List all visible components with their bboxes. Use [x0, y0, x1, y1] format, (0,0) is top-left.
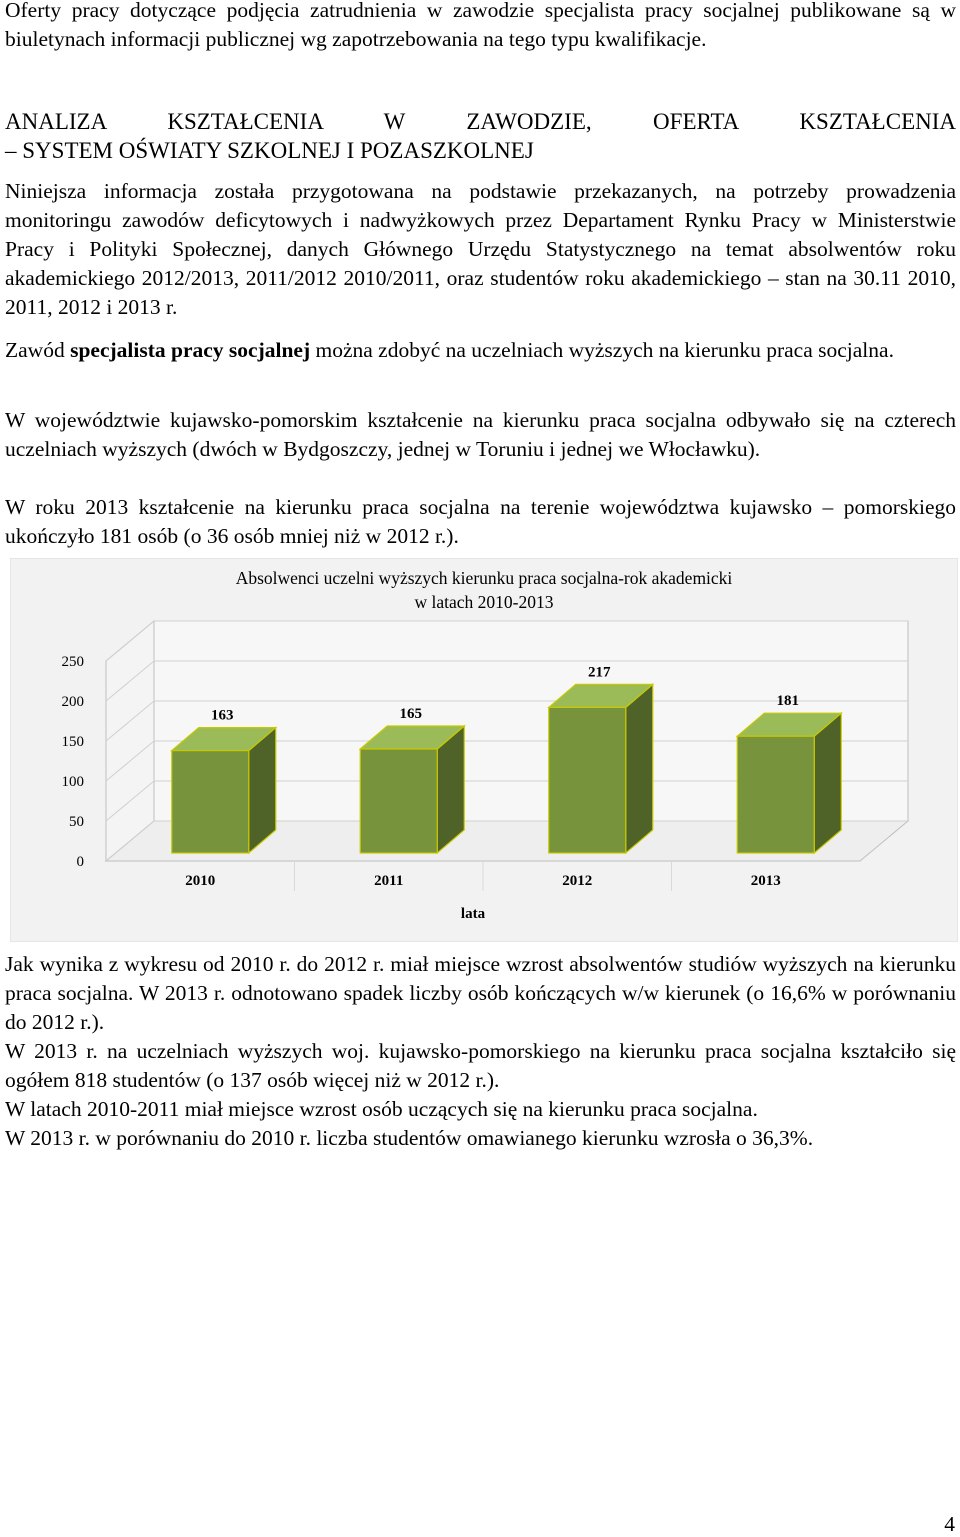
section-heading-line2: – SYSTEM OŚWIATY SZKOLNEJ I POZASZKOLNEJ — [5, 138, 534, 163]
profession-text-before: Zawód — [5, 338, 71, 362]
section-heading-line1: ANALIZA KSZTAŁCENIA W ZAWODZIE, OFERTA KSZTAŁCENIA — [5, 109, 956, 134]
graduates-chart — [10, 558, 958, 942]
x-tick-label: 2013 — [750, 873, 781, 889]
chart-plot-area — [62, 621, 909, 891]
x-tick-label: 2010 — [185, 873, 216, 889]
y-tick-label: 50 — [69, 814, 84, 830]
bar-value-label: 217 — [588, 664, 611, 681]
x-tick-label: 2011 — [374, 873, 404, 889]
profession-text-after: można zdobyć na uczelniach wyższych na kierunku praca socjalna. — [310, 338, 894, 362]
y-tick-label: 250 — [61, 654, 84, 670]
bar-side — [626, 684, 653, 853]
bar — [549, 707, 626, 853]
bar — [360, 749, 437, 853]
students-2013-paragraph: W 2013 r. na uczelniach wyższych woj. kujawsko-pomorskiego na kierunku praca socjalna kształciło się ogółem 818 studentów (o 137 osób więcej niż w 2012 r.). — [5, 1039, 956, 1092]
bar-value-label: 163 — [211, 707, 234, 724]
y-tick-label: 200 — [61, 694, 84, 710]
section-heading — [5, 107, 956, 165]
profession-name: specjalista pracy socjalnej — [70, 338, 311, 362]
chart-title-line1: Absolwenci uczelni wyższych kierunku praca socjalna-rok akademicki — [235, 568, 733, 588]
graduates-paragraph: W roku 2013 kształcenie na kierunku praca socjalna na terenie województwa kujawsko – pomorskiego ukończyło 181 osób (o 36 osób mniej niż w 2012 r.). — [5, 495, 956, 548]
chart-side-wall — [106, 621, 154, 861]
bar-side — [814, 713, 841, 853]
y-tick-label: 0 — [76, 854, 84, 870]
trend-paragraph: Jak wynika z wykresu od 2010 r. do 2012 r. miał miejsce wzrost absolwentów studiów wyższych na kierunku praca socjalna. W 2013 r. odnotowano spadek liczby osób kończących w/w kierunek (o 16,6% w porównaniu do 2012 r.). — [5, 952, 956, 1034]
comparison-line: W 2013 r. w porównaniu do 2010 r. liczba studentów omawianego kierunku wzrosła o 36,3%. — [5, 1126, 814, 1150]
y-tick-label: 100 — [61, 774, 84, 790]
page-number: 4 — [944, 1512, 955, 1536]
x-axis-label: lata — [460, 906, 486, 922]
bar — [172, 751, 249, 853]
bar-value-label: 181 — [776, 693, 799, 710]
intro-paragraph: Oferty pracy dotyczące podjęcia zatrudnienia w zawodzie specjalista pracy socjalnej publikowane są w biuletynach informacji publicznej wg zapotrzebowania na tego typu kwalifikacje. — [5, 0, 956, 51]
chart-svg — [10, 558, 958, 942]
profession-paragraph — [5, 336, 956, 365]
y-tick-label: 150 — [61, 734, 84, 750]
bar-value-label: 165 — [399, 706, 422, 722]
x-tick-label: 2012 — [562, 873, 593, 889]
source-paragraph: Niniejsza informacja została przygotowana na podstawie przekazanych, na potrzeby prowadzenia monitoringu zawodów deficytowych i nadwyżkowych przez Departament Rynku Pracy w Ministerstwie Pracy i Polityki Społecznej, danych Głównego Urzędu Statystycznego na temat absolwentów roku akademickiego 2012/2013, 2011/2012 2010/2011, oraz studentów roku akademickiego – stan na 30.11 2010, 2011, 2012 i 2013 r. — [5, 179, 956, 319]
bar — [737, 736, 814, 853]
chart-title-line2: w latach 2010-2013 — [414, 592, 554, 612]
universities-paragraph: W województwie kujawsko-pomorskim kształcenie na kierunku praca socjalna odbywało się na czterech uczelniach wyższych (dwóch w Bydgoszczy, jednej w Toruniu i jednej we Włocławku). — [5, 408, 956, 461]
growth-line: W latach 2010-2011 miał miejsce wzrost osób uczących się na kierunku praca socjalna. — [5, 1097, 758, 1121]
